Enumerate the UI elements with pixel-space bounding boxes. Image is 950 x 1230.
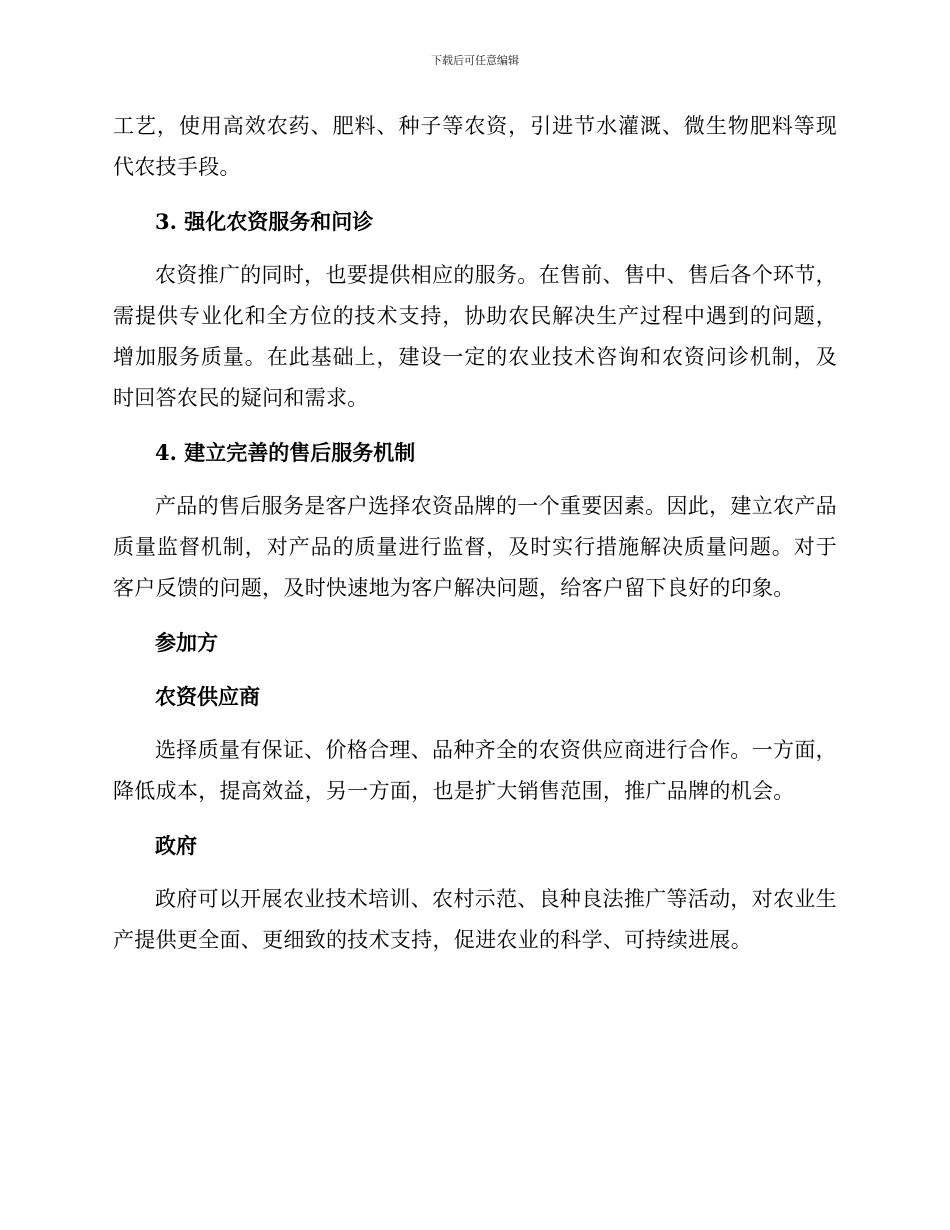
document-body xyxy=(113,106,837,961)
paragraph-techniques: 工艺，使用高效农药、肥料、种子等农资，引进节水灌溉、微生物肥料等现代农技手段。 xyxy=(113,114,837,179)
paragraph-government: 政府可以开展农业技术培训、农村示范、良种良法推广等活动，对农业生产提供更全面、更细致的技术支持，促进农业的科学、可持续进展。 xyxy=(113,887,837,952)
heading-strengthen-service: 3. 强化农资服务和问诊 xyxy=(155,209,374,234)
paragraph-suppliers: 选择质量有保证、价格合理、品种齐全的农资供应商进行合作。一方面，降低成本，提高效益，另一方面，也是扩大销售范围，推广品牌的机会。 xyxy=(113,738,837,803)
heading-participants: 参加方 xyxy=(155,630,218,655)
paragraph-after-sales: 产品的售后服务是客户选择农资品牌的一个重要因素。因此，建立农产品质量监督机制，对产品的质量进行监督，及时实行措施解决质量问题。对于客户反馈的问题，及时快速地为客户解决问题，给客户留下良好的印象。 xyxy=(113,494,837,600)
page-header: 下载后可任意编辑 xyxy=(431,54,519,67)
paragraph-service: 农资推广的同时，也要提供相应的服务。在售前、售中、售后各个环节，需提供专业化和全方位的技术支持，协助农民解决生产过程中遇到的问题，增加服务质量。在此基础上，建设一定的农业技术咨询和农资问诊机制，及时回答农民的疑问和需求。 xyxy=(113,263,837,410)
heading-after-sales: 4. 建立完善的售后服务机制 xyxy=(155,440,416,465)
heading-government: 政府 xyxy=(155,833,197,858)
heading-suppliers: 农资供应商 xyxy=(155,684,260,709)
